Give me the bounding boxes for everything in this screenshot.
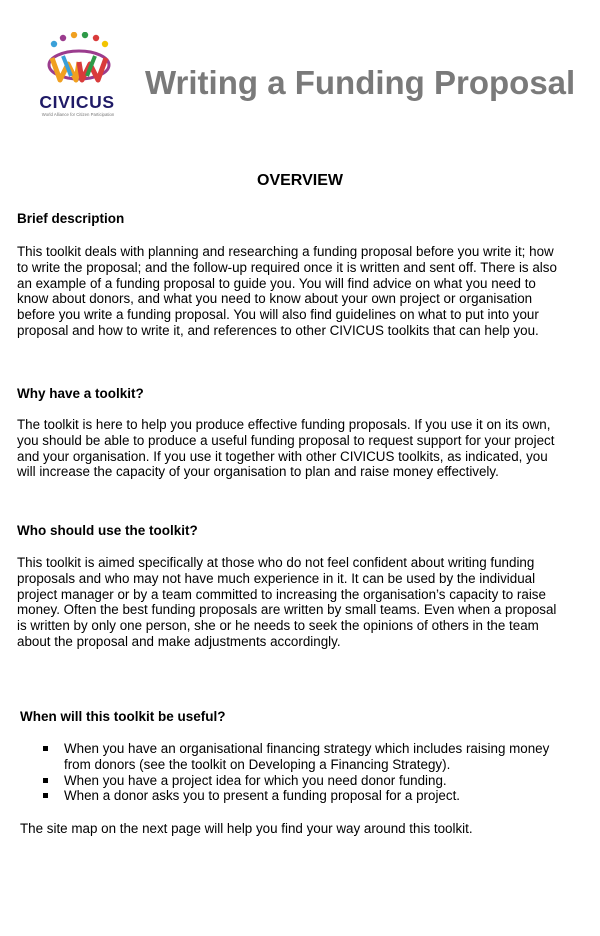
paragraph-line: you should be able to produce a useful funding proposal to request support for your project	[17, 432, 555, 448]
paragraph-line: an example of a funding proposal to guide you. You will find advice on what you need to	[17, 275, 536, 291]
list-item	[42, 741, 549, 773]
section-paragraph-why-have-a-toolkit	[17, 417, 554, 480]
section-heading-when-useful: When will this toolkit be useful?	[20, 709, 226, 724]
document-title: Writing a Funding Proposal	[145, 64, 576, 101]
bullet-list	[42, 741, 549, 804]
paragraph-line: proposal and how to write it, and references to other CIVICUS toolkits that can help you.	[17, 322, 539, 338]
paragraph-line: to write the proposal; and the follow-up required once it is written and sent off. There is also	[17, 259, 557, 275]
civicus-emblem-icon	[30, 32, 126, 94]
paragraph-line: proposals and who may not have much experience in it. It can be used by the individual	[17, 570, 536, 586]
paragraph-line: know about donors, and what you need to know about your own project or organisation	[17, 291, 533, 307]
square-bullet-icon	[43, 746, 48, 751]
list-item	[42, 773, 549, 789]
list-item	[42, 788, 549, 804]
bullet-line: When you have an organisational financing strategy which includes raising money	[64, 741, 550, 756]
paragraph-line: The toolkit is here to help you produce effective funding proposals. If you use it on its own,	[17, 417, 551, 432]
logo-tagline: World Alliance for Citizen Participation	[41, 112, 115, 117]
section-heading-who-should-use: Who should use the toolkit?	[17, 523, 198, 538]
paragraph-line: about the proposal and make adjustments accordingly.	[17, 633, 341, 649]
logo-wordmark: CIVICUS	[39, 92, 115, 112]
paragraph-line: before you write a funding proposal. You will also find guidelines on what to put into your	[17, 307, 539, 323]
civicus-logo	[30, 32, 126, 124]
bullet-line: from donors (see the toolkit on Developing a Financing Strategy).	[64, 756, 451, 772]
closing-sentence	[20, 821, 473, 837]
bullet-line: When you have a project idea for which you need donor funding.	[64, 772, 447, 788]
paragraph-line: project manager or by a team committed to increasing the organisation’s capacity to raise	[17, 586, 546, 602]
section-heading-brief-description: Brief description	[17, 211, 125, 226]
paragraph-line: The site map on the next page will help you find your way around this toolkit.	[20, 821, 473, 836]
paragraph-line: This toolkit is aimed specifically at those who do not feel confident about writing funding	[17, 555, 535, 570]
square-bullet-icon	[43, 793, 48, 798]
paragraph-line: This toolkit deals with planning and researching a funding proposal before you write it; how	[17, 244, 554, 259]
paragraph-line: is written by only one person, she or he needs to seek the opinions of others in the team	[17, 618, 539, 634]
paragraph-line: and your organisation. If you use it together with other CIVICUS toolkits, as indicated, you	[17, 448, 548, 464]
paragraph-line: will increase the capacity of your organisation to plan and raise money effectively.	[17, 464, 499, 480]
square-bullet-icon	[43, 778, 48, 783]
section-paragraph-who-should-use	[17, 555, 556, 650]
section-paragraph-brief-description	[17, 244, 557, 339]
overview-heading: OVERVIEW	[257, 172, 343, 189]
bullet-line: When a donor asks you to present a funding proposal for a project.	[64, 788, 461, 804]
section-heading-why-have-a-toolkit: Why have a toolkit?	[17, 386, 144, 401]
paragraph-line: money. Often the best funding proposals are written by small teams. Even when a proposal	[17, 602, 557, 618]
